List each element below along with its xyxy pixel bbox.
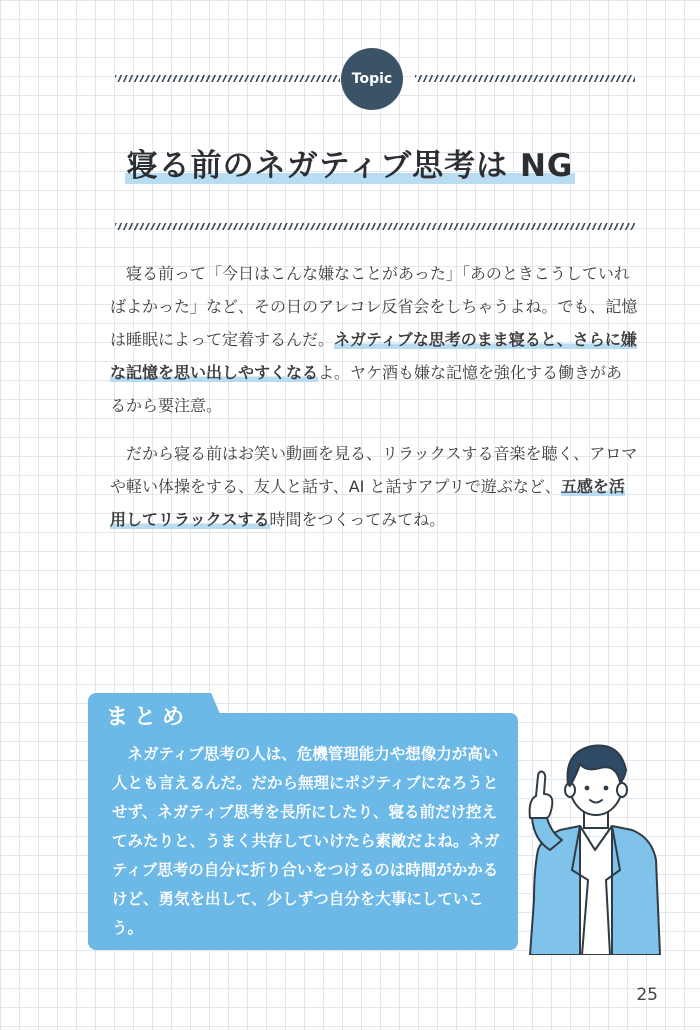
man-pointing-up-icon (520, 730, 670, 959)
page-title (0, 140, 700, 185)
body-text: よ。ヤケ酒も嫌な記憶を強化する働きがあるから要注意。 (110, 363, 623, 415)
body-paragraph (110, 257, 638, 422)
body-paragraph (110, 437, 638, 536)
title-text: 寝る前のネガティブ思考は NG (126, 148, 574, 184)
body-text: だから寝る前はお笑い動画を見る、リラックスする音楽を聴く、アロマや軽い体操をする、友人と話す、AI と話すアプリで遊ぶなど、 (110, 444, 638, 496)
body-text: 時間をつくってみてね。 (269, 510, 446, 529)
decorative-hatch-line (415, 75, 635, 82)
highlighted-text: 五感を活用してリラックスする (110, 477, 625, 529)
page-number: 25 (636, 985, 658, 1005)
decorative-hatch-line (115, 75, 340, 82)
decorative-hatch-line (115, 223, 635, 230)
highlighted-text: ネガティブな思考のまま寝ると、さらに嫌な記憶を思い出しやすくなる (110, 330, 637, 382)
topic-badge: Topic (341, 48, 403, 110)
body-text: 寝る前って「今日はこんな嫌なことがあった」「あのときこうしていればよかった」など、その日のアレコレ反省会をしちゃうよね。でも、記憶は睡眠によって定着するんだ。 (110, 264, 638, 349)
summary-text: ネガティブ思考の人は、危機管理能力や想像力が高い人とも言えるんだ。だから無理にポジティブになろうとせず、ネガティブ思考を長所にしたり、寝る前だけ控えてみたりと、うまく共存していけたら素敵だよね。ネガティブ思考の自分に折り合いをつけるのは時間がかかるけど、勇気を出して、少しずつ自分を大事にしていこう。 (112, 745, 500, 937)
summary-label: まとめ (106, 705, 191, 730)
